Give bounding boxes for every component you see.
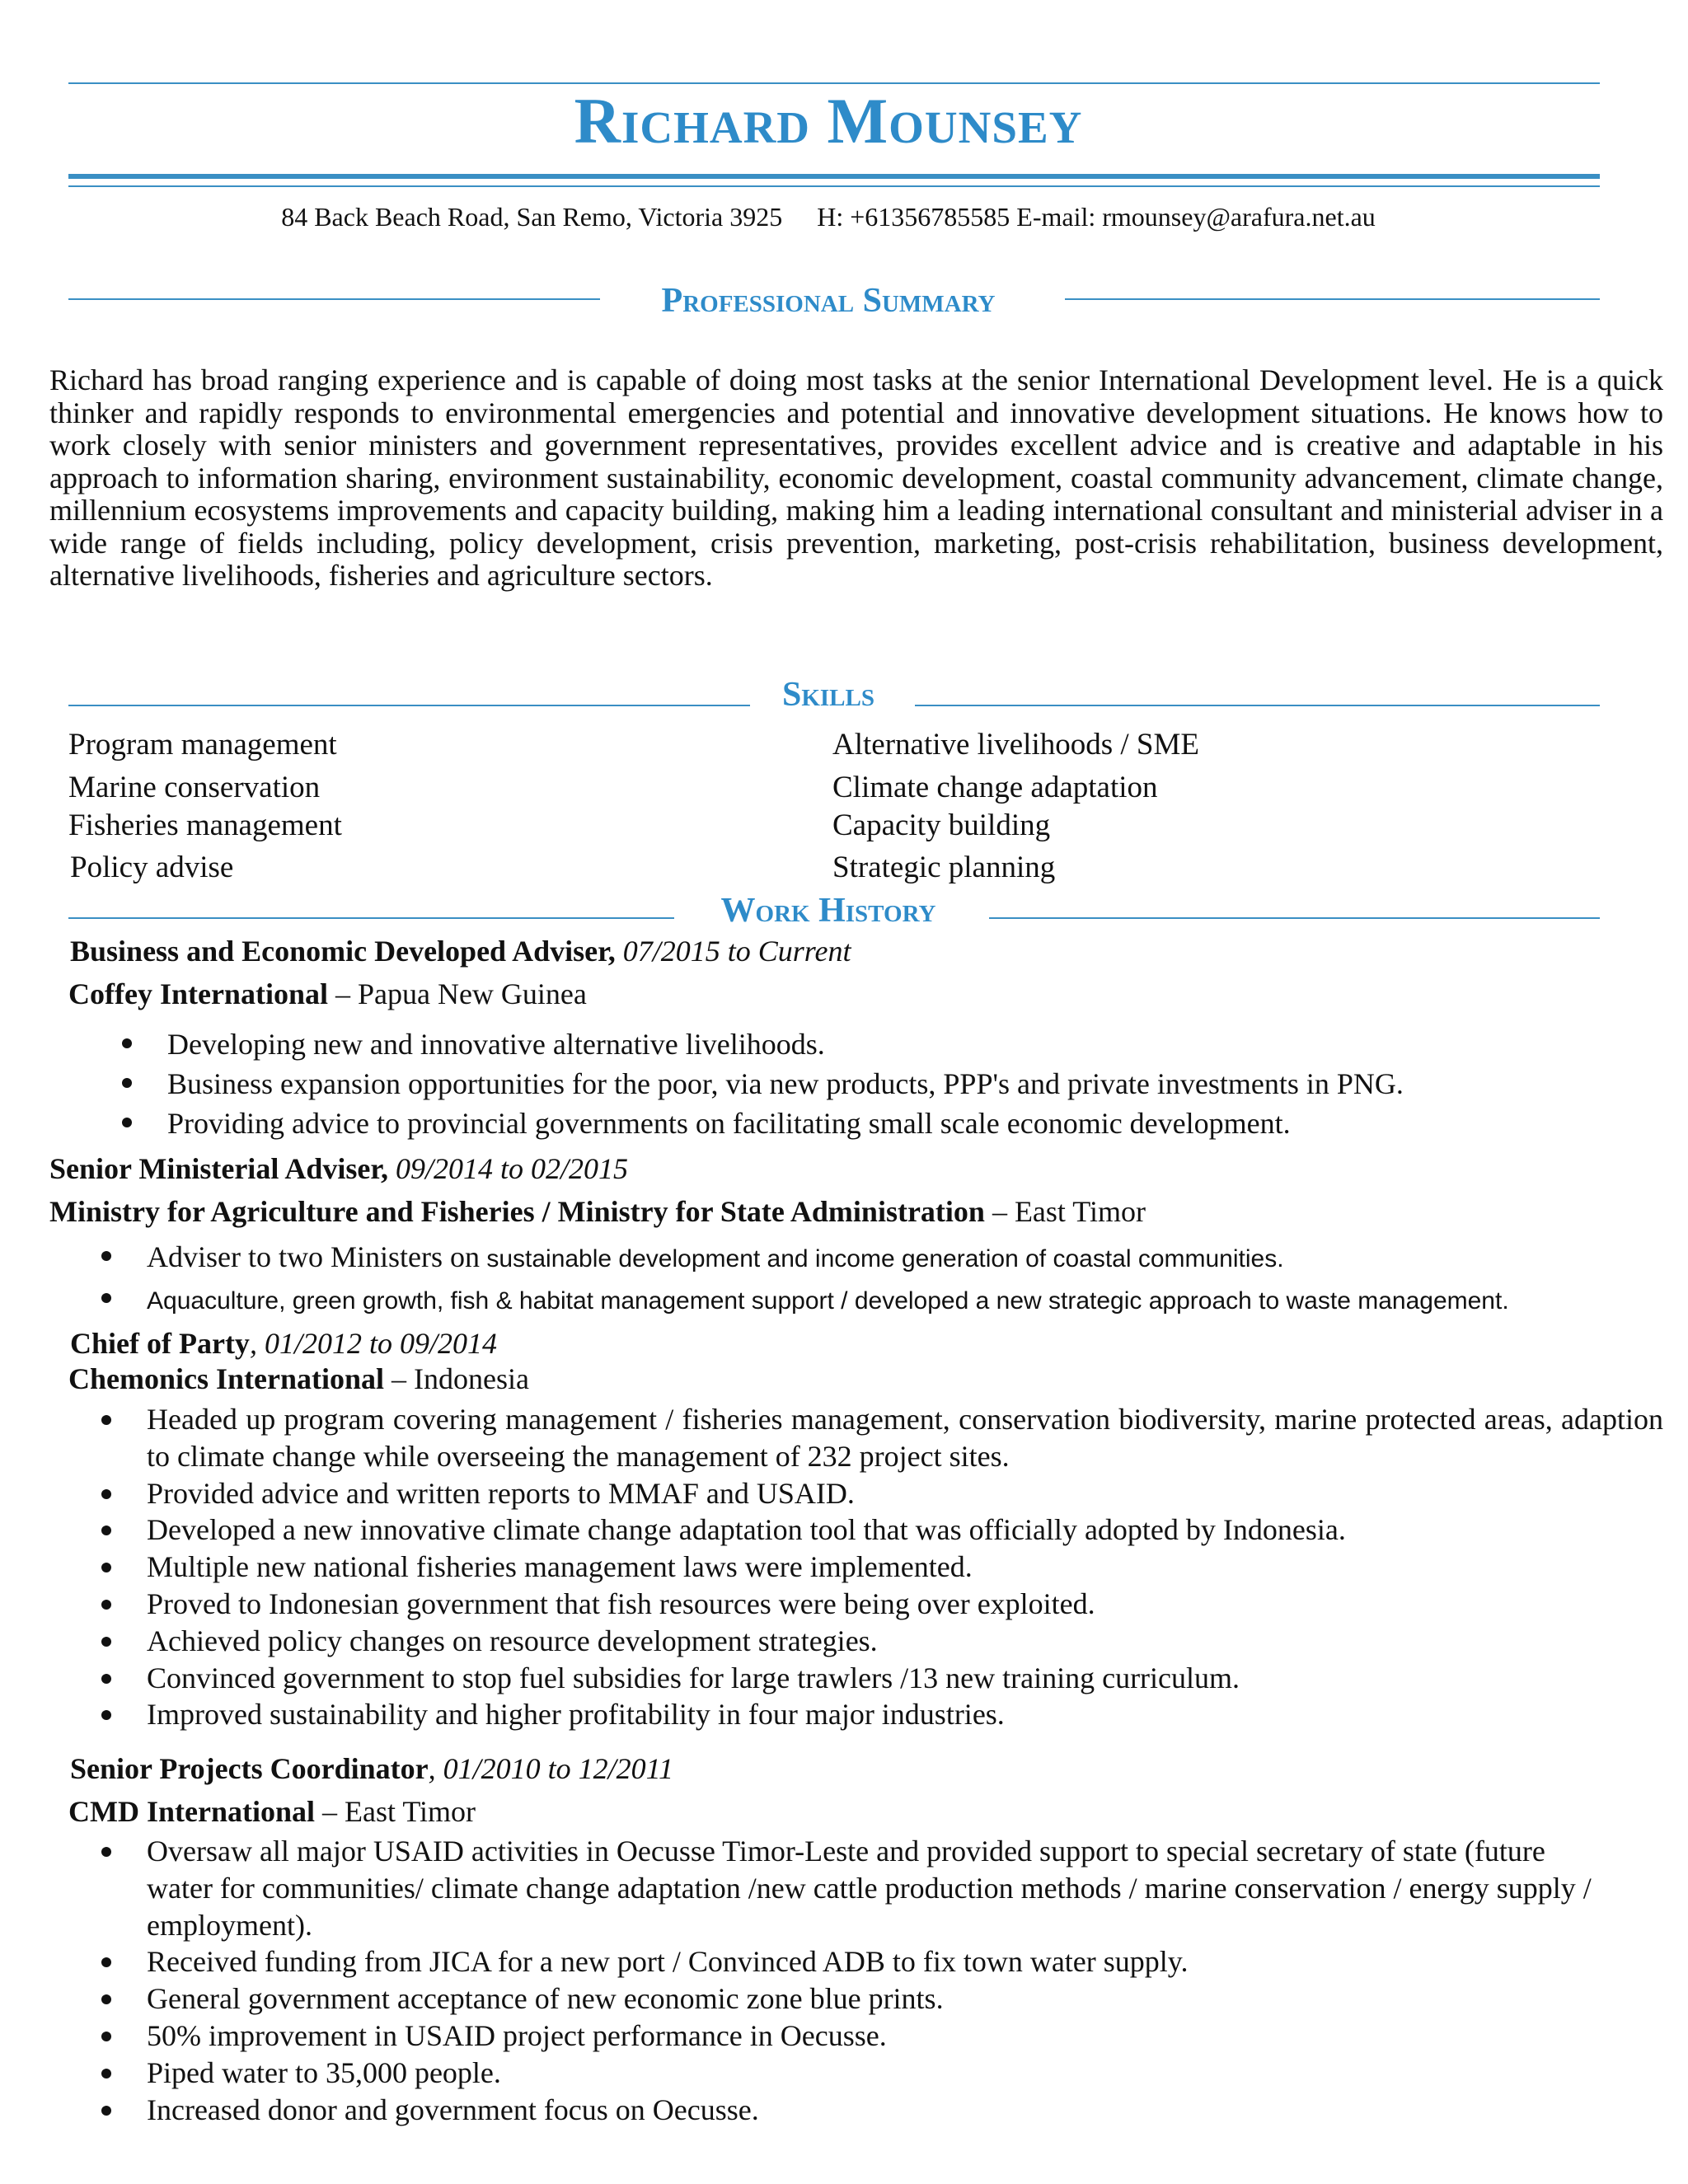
employer-name: Ministry for Agriculture and Fisheries / Ministry for State Administration — [49, 1195, 985, 1228]
header-thin-rule — [68, 185, 1600, 187]
list-item: General government acceptance of new economic zone blue prints. — [147, 1980, 1597, 2018]
job-duties-list — [147, 1401, 1663, 1733]
employer-location: – Papua New Guinea — [335, 977, 587, 1010]
employer-location: – East Timor — [992, 1195, 1146, 1228]
job-title-line — [70, 936, 851, 966]
list-item: Headed up program covering management / fisheries management, conservation biodiversity, marine protected areas, adaption to climate change while overseeing the management of 232 project sites. — [147, 1401, 1663, 1475]
job-title-line — [49, 1154, 628, 1183]
job-role: Business and Economic Developed Adviser, — [70, 935, 616, 968]
list-item: Multiple new national fisheries management laws were implemented. — [147, 1549, 1663, 1586]
job-dates: 09/2014 to 02/2015 — [396, 1152, 629, 1185]
job-duties-list — [147, 1237, 1663, 1321]
header-thick-rule — [68, 174, 1600, 179]
list-item: Developing new and innovative alternative livelihoods. — [167, 1024, 1659, 1064]
list-item: Provided advice and written reports to MMAF and USAID. — [147, 1475, 1663, 1512]
list-item: Convinced government to stop fuel subsidies for large trawlers /13 new training curriculum. — [147, 1660, 1663, 1697]
employer-name: Chemonics International — [68, 1362, 385, 1395]
job-title-line — [70, 1754, 673, 1783]
employer-name: Coffey International — [68, 977, 328, 1010]
list-item: Oversaw all major USAID activities in Oecusse Timor-Leste and provided support to special secretary of state (future water for communities/ climate change adaptation /new cattle production methods / marine conservation / energy supply / employment). — [147, 1833, 1597, 1943]
list-item: Providing advice to provincial governments on facilitating small scale economic development. — [167, 1104, 1659, 1143]
summary-heading: Professional Summary — [661, 282, 996, 320]
employer-line — [68, 1797, 476, 1826]
address-text: 84 Back Beach Road, San Remo, Victoria 3925 — [281, 202, 783, 232]
skill-item: Policy advise — [70, 851, 234, 884]
phone-email-text: H: +61356785585 E-mail: rmounsey@arafura.net.au — [817, 202, 1376, 232]
work-history-heading: Work History — [720, 892, 936, 930]
list-item — [147, 1237, 1663, 1279]
list-item: Increased donor and government focus on Oecusse. — [147, 2092, 1597, 2129]
skill-item: Alternative livelihoods / SME — [832, 728, 1199, 762]
employer-name: CMD International — [68, 1795, 315, 1828]
summary-text: Richard has broad ranging experience and is capable of doing most tasks at the senior International Development level. He is a quick thinker and rapidly responds to environmental emergencies and potential and innovative development situations. He knows how to work closely with senior ministers and government representatives, provides excellent advice and is creative and adaptable in his approach to information sharing, environment sustainability, economic development, coastal community advancement, climate change, millennium ecosystems improvements and capacity building, making him a leading international consultant and ministerial adviser in a wide range of fields including, policy development, crisis prevention, marketing, post-crisis rehabilitation, business development, alternative livelihoods, fisheries and agriculture sectors. — [49, 363, 1663, 592]
employer-location: – Indonesia — [392, 1362, 529, 1395]
summary-rule-right — [1065, 298, 1600, 300]
duty-rest-text: sustainable development and income generation of coastal communities. — [479, 1245, 1284, 1272]
job-role: Senior Ministerial Adviser, — [49, 1152, 389, 1185]
list-item: 50% improvement in USAID project performance in Oecusse. — [147, 2018, 1597, 2055]
list-item: Business expansion opportunities for the poor, via new products, PPP's and private investments in PNG. — [167, 1064, 1659, 1104]
job-duties-list — [147, 1833, 1597, 2128]
candidate-name: Richard Mounsey — [574, 85, 1083, 157]
job-duties-list — [167, 1024, 1659, 1143]
list-item: Received funding from JICA for a new port / Convinced ADB to fix town water supply. — [147, 1943, 1597, 1980]
job-title-line — [70, 1329, 497, 1358]
contact-line — [0, 202, 1657, 232]
employer-line — [68, 1364, 529, 1394]
skill-item: Fisheries management — [68, 808, 342, 842]
skill-item: Program management — [68, 728, 337, 762]
skills-heading: Skills — [781, 676, 874, 714]
employer-line — [49, 1197, 1146, 1226]
job-dates: 07/2015 to Current — [622, 935, 851, 968]
list-item: Developed a new innovative climate change adaptation tool that was officially adopted by Indonesia. — [147, 1511, 1663, 1549]
list-item: Piped water to 35,000 people. — [147, 2055, 1597, 2092]
skill-item: Strategic planning — [832, 851, 1056, 884]
list-item: Proved to Indonesian government that fish resources were being over exploited. — [147, 1586, 1663, 1623]
skill-item: Marine conservation — [68, 771, 321, 804]
job-dates: , 01/2010 to 12/2011 — [428, 1752, 673, 1785]
list-item: Achieved policy changes on resource development strategies. — [147, 1623, 1663, 1660]
duty-rest-text: Aquaculture, green growth, fish & habitat management support / developed a new strategic approach to waste management. — [147, 1287, 1509, 1315]
list-item — [147, 1279, 1663, 1321]
work-rule-right — [989, 917, 1600, 919]
skill-item: Capacity building — [832, 808, 1051, 842]
job-role: Chief of Party — [70, 1327, 250, 1360]
employer-location: – East Timor — [322, 1795, 476, 1828]
duty-lead-text: Adviser to two Ministers on — [147, 1240, 480, 1273]
job-dates: , 01/2012 to 09/2014 — [249, 1327, 497, 1360]
job-role: Senior Projects Coordinator — [70, 1752, 429, 1785]
skill-item: Climate change adaptation — [832, 771, 1158, 804]
skills-rule-right — [915, 705, 1600, 706]
list-item: Improved sustainability and higher profitability in four major industries. — [147, 1696, 1663, 1733]
header-top-rule — [68, 82, 1600, 84]
employer-line — [68, 979, 587, 1009]
